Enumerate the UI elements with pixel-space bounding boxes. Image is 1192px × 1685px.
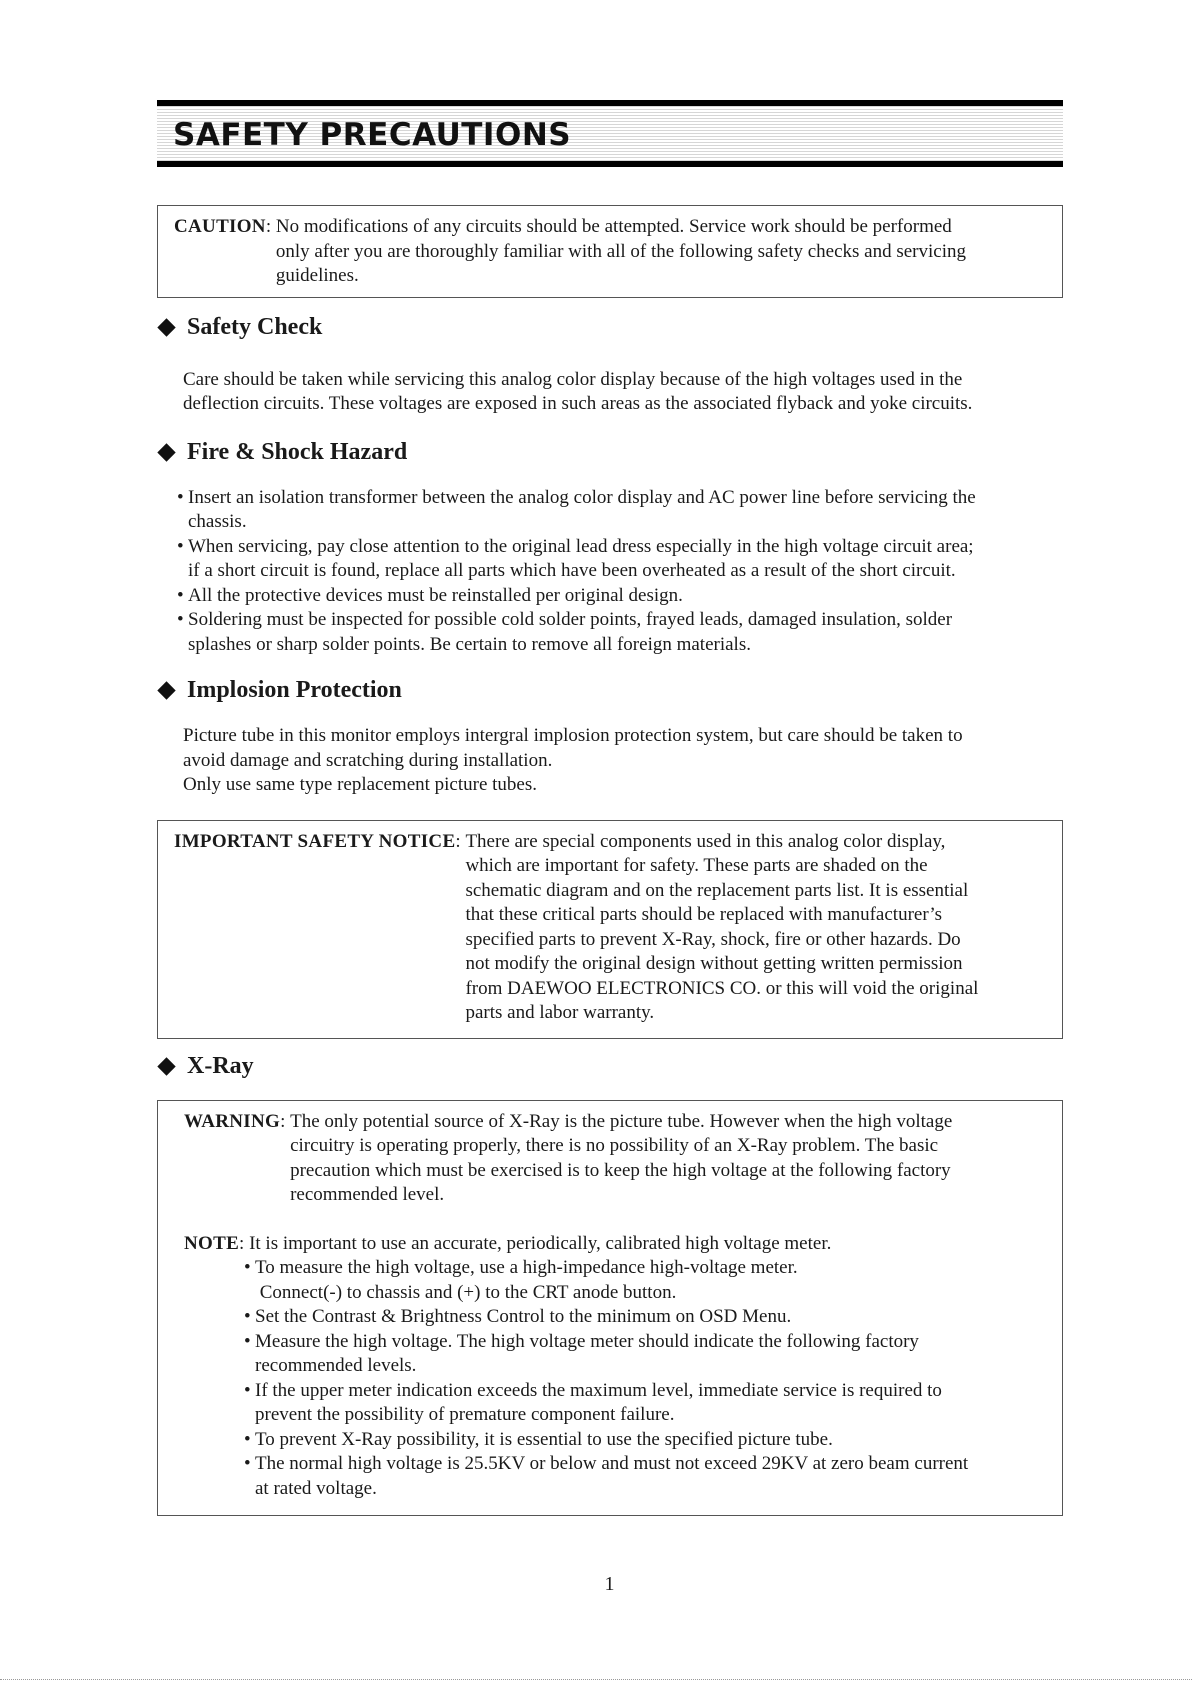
paragraph-line: Picture tube in this monitor employs intergral implosion protection system, but care should be taken to bbox=[183, 725, 963, 746]
list-item: • The normal high voltage is 25.5KV or below and must not exceed 29KV at zero beam current at rated voltage. bbox=[244, 1453, 969, 1499]
section-heading-label: Fire & Shock Hazard bbox=[187, 438, 408, 465]
list-item: • To prevent X-Ray possibility, it is essential to use the specified picture tube. bbox=[244, 1428, 833, 1450]
caution-text bbox=[276, 215, 1048, 289]
note-list bbox=[244, 1256, 1048, 1501]
note-label: NOTE bbox=[184, 1232, 240, 1254]
title-banner bbox=[157, 100, 1063, 167]
caution-label: CAUTION bbox=[174, 216, 266, 237]
important-safety-notice-box: IMPORTANT SAFETY NOTICE : There are special components used in this analog color display, which are important for safety. These parts are shaded on the schematic diagram and on the replacement parts list. It is essential that these critical parts should be replaced with manufacturer’s specified parts to prevent X-Ray, shock, fire or other hazards. Do not modify the original design without getting written permission from DAEWOO ELECTRONICS CO. or this will void the original parts and labor warranty. bbox=[157, 820, 1063, 1039]
list-item: • Set the Contrast & Brightness Control to the minimum on OSD Menu. bbox=[244, 1306, 792, 1327]
list-item: • All the protective devices must be reinstalled per original design. bbox=[177, 584, 683, 606]
bottom-divider bbox=[0, 1679, 1192, 1680]
note-text: It is important to use an accurate, periodically, calibrated high voltage meter. bbox=[249, 1232, 832, 1254]
warning-text: The only potential source of X-Ray is the picture tube. However when the high voltage circuitry is operating properly, there is no possibility of an X-Ray problem. The basic precaution which must be exercised is to keep the high voltage at the following factory recommended level. bbox=[290, 1110, 953, 1205]
list-item: • When servicing, pay close attention to the original lead dress especially in the high voltage circuit area; if a short circuit is found, replace all parts which have been overheated as a result of the short circuit. bbox=[177, 535, 974, 581]
section-heading-safety-check bbox=[157, 314, 1063, 341]
list-item: • If the upper meter indication exceeds the maximum level, immediate service is required to prevent the possibility of premature component failure. bbox=[244, 1379, 942, 1425]
list-item: • Measure the high voltage. The high voltage meter should indicate the following factory recommended levels. bbox=[244, 1330, 919, 1376]
paragraph-line: Only use same type replacement picture tubes. bbox=[183, 774, 538, 795]
fire-shock-list bbox=[177, 486, 1063, 658]
warning-label: WARNING bbox=[184, 1110, 281, 1132]
section-heading-xray bbox=[157, 1053, 1063, 1080]
diamond-bullet-icon bbox=[157, 681, 175, 699]
important-text: There are special components used in this analog color display, which are important for safety. These parts are shaded on the schematic diagram and on the replacement parts list. It is essential that these critical parts should be replaced with manufacturer’s specified parts to prevent X-Ray, shock, fire or other hazards. Do not modify the original design without getting written permission from DAEWOO ELECTRONICS CO. or this will void the original parts and labor warranty. bbox=[465, 830, 979, 1023]
section-heading-label: Implosion Protection bbox=[187, 677, 402, 703]
list-item: • Insert an isolation transformer between the analog color display and AC power line before servicing the chassis. bbox=[177, 486, 976, 532]
page-number: 1 bbox=[604, 1573, 615, 1595]
diamond-bullet-icon bbox=[157, 318, 175, 336]
important-label: IMPORTANT SAFETY NOTICE bbox=[174, 830, 456, 852]
page-title: SAFETY PRECAUTIONS bbox=[173, 117, 572, 153]
caution-box: CAUTION : No modifications of any circuits should be attempted. Service work should be performed only after you are thoroughly familiar with all of the following safety checks and servicing guidelines. bbox=[157, 205, 1063, 298]
list-item: • To measure the high voltage, use a high-impedance high-voltage meter. Connect(-) to chassis and (+) to the CRT anode button. bbox=[244, 1257, 798, 1303]
implosion-paragraph bbox=[183, 724, 1063, 798]
caution-line: only after you are thoroughly familiar with all of the following safety checks and servicing bbox=[275, 240, 966, 262]
caution-line: No modifications of any circuits should be attempted. Service work should be performed bbox=[275, 216, 952, 237]
diamond-bullet-icon bbox=[157, 1057, 175, 1075]
section-heading-fire-shock bbox=[157, 439, 1063, 466]
safety-check-paragraph bbox=[183, 368, 1063, 417]
diamond-bullet-icon bbox=[157, 443, 175, 461]
section-heading-implosion bbox=[157, 677, 1063, 704]
list-item: • Soldering must be inspected for possible cold solder points, frayed leads, damaged insulation, solder splashes or sharp solder points. Be certain to remove all foreign materials. bbox=[177, 609, 953, 655]
paragraph-line: deflection circuits. These voltages are exposed in such areas as the associated flyback and yoke circuits. bbox=[183, 393, 973, 414]
section-heading-label: X-Ray bbox=[187, 1052, 254, 1079]
section-heading-label: Safety Check bbox=[187, 313, 323, 340]
paragraph-line: avoid damage and scratching during installation. bbox=[183, 749, 553, 771]
page bbox=[157, 100, 1063, 1516]
paragraph-line: Care should be taken while servicing this analog color display because of the high voltages used in the bbox=[183, 368, 963, 390]
caution-line: guidelines. bbox=[275, 265, 359, 286]
xray-box: WARNING : The only potential source of X-Ray is the picture tube. However when the high voltage circuitry is operating properly, there is no possibility of an X-Ray problem. The basic precaution which must be exercised is to keep the high voltage at the following factory recommended level. NOTE : It is important to use an accurate, periodically, calibrated high voltage meter. • To measure the high voltage, use a high-impedance high-voltage meter. Connect(-) to chassis and (+) to the CRT anode button. • Set the Contrast & Brightness Control to the minimum on OSD Menu. • Measure the high voltage. The high voltage meter should indicate the following factory recommended levels. • If the upper meter indication exceeds the maximum level, immediate service is required to prevent the possibility of premature component failure. • To prevent X-Ray possibility, it is essential to use the specified picture tube. • The normal high voltage is 25.5KV or below and must not exceed 29KV at zero beam current at rated voltage. bbox=[157, 1100, 1063, 1517]
